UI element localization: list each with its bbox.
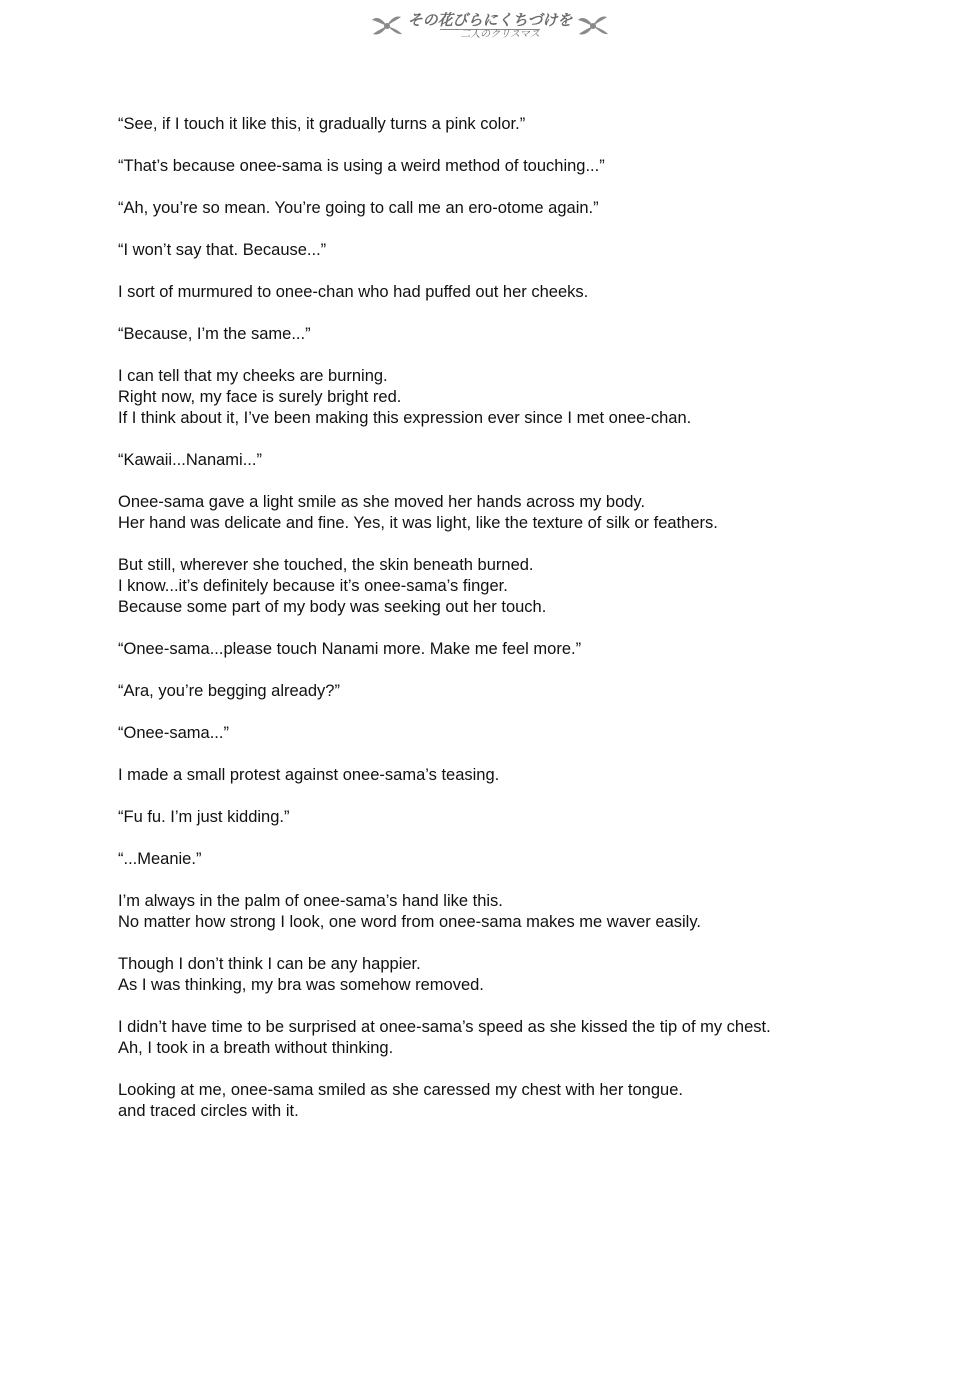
paragraph <box>118 240 878 261</box>
paragraph <box>118 849 878 870</box>
text-line: “Ah, you’re so mean. You’re going to call me an ero-otome again.” <box>118 199 599 217</box>
text-line: Because some part of my body was seeking out her touch. <box>118 598 547 616</box>
text-line: Onee-sama gave a light smile as she moved her hands across my body. <box>118 493 646 511</box>
text-line: Ah, I took in a breath without thinking. <box>118 1039 394 1057</box>
text-line: “...Meanie.” <box>118 850 202 868</box>
paragraph <box>118 198 878 219</box>
text-line: I’m always in the palm of onee-sama’s hand like this. <box>118 892 503 910</box>
paragraph <box>118 681 878 702</box>
paragraph <box>118 324 878 345</box>
paragraph <box>118 450 878 471</box>
paragraph <box>118 492 878 534</box>
text-line: Right now, my face is surely bright red. <box>118 388 402 406</box>
text-line: “Kawaii...Nanami...” <box>118 451 262 469</box>
header-title: その花びらにくちづけを <box>407 10 573 29</box>
paragraph <box>118 807 878 828</box>
text-line: I didn’t have time to be surprised at onee-sama’s speed as she kissed the tip of my chest. <box>118 1018 771 1036</box>
paragraph <box>118 114 878 135</box>
text-line: I can tell that my cheeks are burning. <box>118 367 388 385</box>
paragraph <box>118 891 878 933</box>
paragraph <box>118 282 878 303</box>
paragraph <box>118 639 878 660</box>
text-line: Looking at me, onee-sama smiled as she caressed my chest with her tongue. <box>118 1081 683 1099</box>
text-line: I made a small protest against onee-sama’s teasing. <box>118 766 500 784</box>
paragraph <box>118 723 878 744</box>
flower-ornament-icon <box>370 12 404 40</box>
paragraph <box>118 366 878 429</box>
paragraph <box>118 1017 878 1059</box>
text-line: No matter how strong I look, one word from onee-sama makes me waver easily. <box>118 913 701 931</box>
text-line: “Onee-sama...please touch Nanami more. Make me feel more.” <box>118 640 582 658</box>
paragraph <box>118 1080 878 1122</box>
header-title-block <box>407 10 573 40</box>
text-line: I sort of murmured to onee-chan who had puffed out her cheeks. <box>118 283 589 301</box>
paragraph <box>118 555 878 618</box>
text-line: and traced circles with it. <box>118 1102 299 1120</box>
text-line: “Ara, you’re begging already?” <box>118 682 340 700</box>
text-line: If I think about it, I’ve been making this expression ever since I met onee-chan. <box>118 409 692 427</box>
text-line: “Because, I’m the same...” <box>118 325 311 343</box>
flower-ornament-icon <box>576 12 610 40</box>
text-line: Though I don’t think I can be any happier. <box>118 955 421 973</box>
header-logo <box>370 12 611 40</box>
text-line: “That’s because onee-sama is using a weird method of touching...” <box>118 157 605 175</box>
paragraph <box>118 954 878 996</box>
text-line: “Onee-sama...” <box>118 724 229 742</box>
paragraph <box>118 765 878 786</box>
text-line: As I was thinking, my bra was somehow removed. <box>118 976 484 994</box>
text-line: But still, wherever she touched, the skin beneath burned. <box>118 556 534 574</box>
text-line: Her hand was delicate and fine. Yes, it was light, like the texture of silk or feathers. <box>118 514 718 532</box>
page-header <box>0 8 980 44</box>
text-line: “See, if I touch it like this, it gradually turns a pink color.” <box>118 115 526 133</box>
header-subtitle: 二人のクリスマス <box>440 29 540 40</box>
paragraph <box>118 156 878 177</box>
text-line: I know...it’s definitely because it’s onee-sama’s finger. <box>118 577 508 595</box>
text-line: “I won’t say that. Because...” <box>118 241 327 259</box>
text-line: “Fu fu. I’m just kidding.” <box>118 808 290 826</box>
story-text <box>118 114 878 1143</box>
